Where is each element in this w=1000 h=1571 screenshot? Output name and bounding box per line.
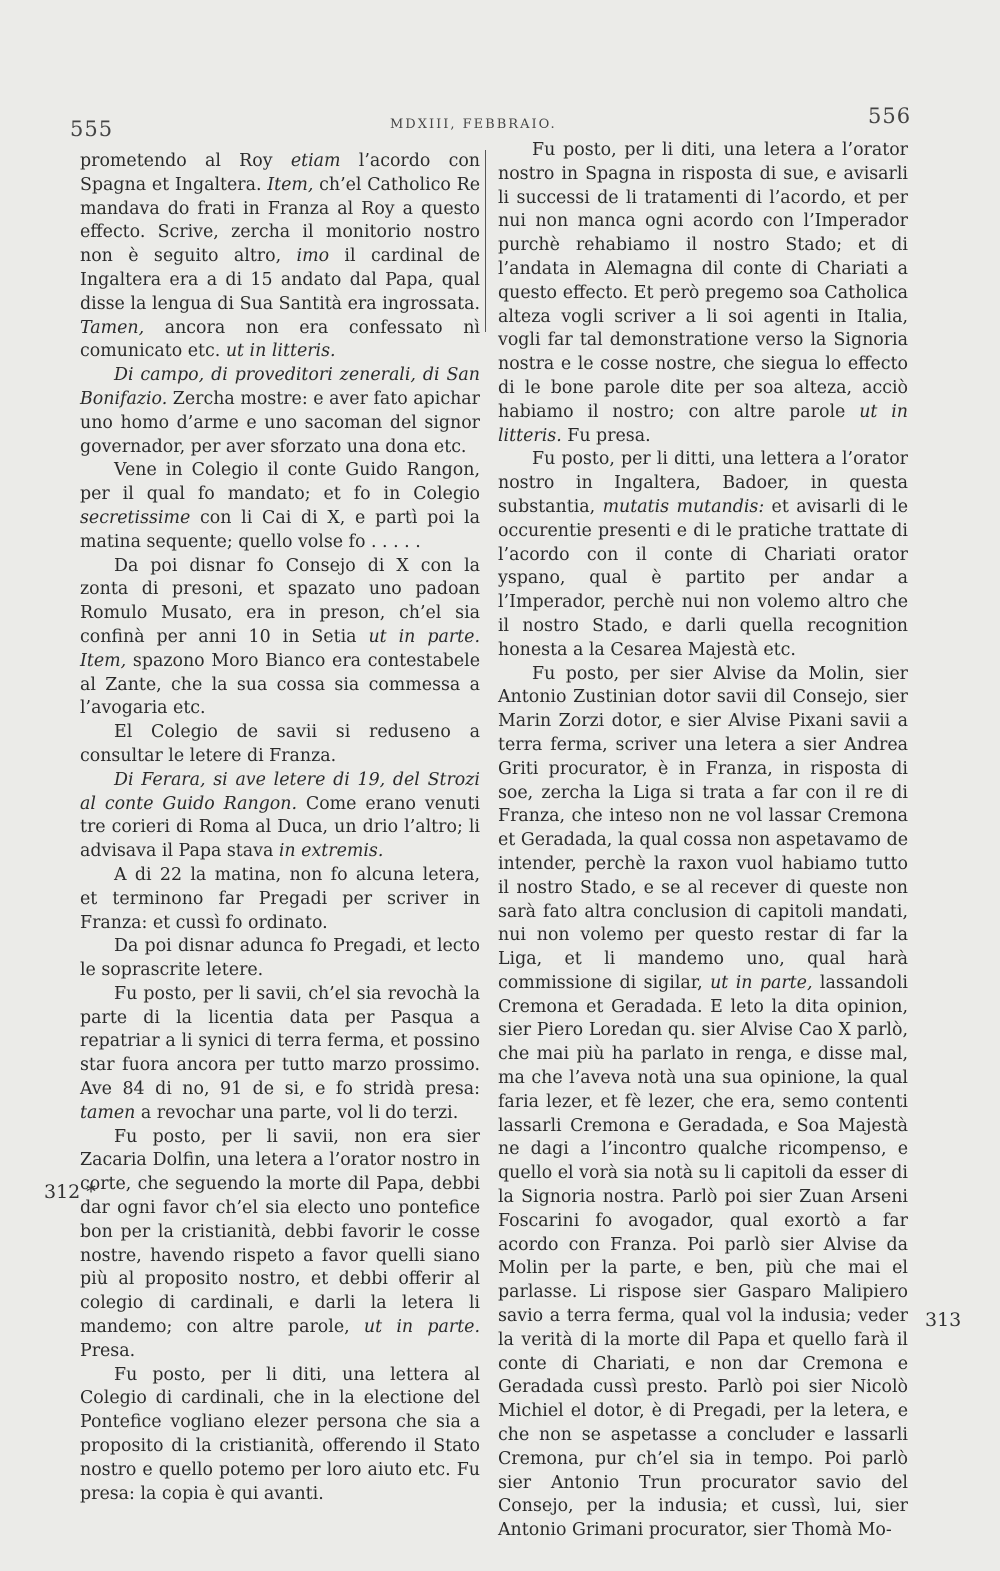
- text-run: lassandoli Cremona et Geradada. E leto la dita opinion, sier Piero Loredan qu. sier Alvise Cao X parlò, che mai più ha parlato in renga, e disse mal, ma che l’aveva notà una sua opinione, la qual faria lezer, et fè lezer, che era, semo contenti lassarli Cremona e Geradada, e Soa Majestà ne dagi a l’incontro qualche ricompenso, e quello el vorà sia notà su li capitoli da esser di la Signoria nostra. Parlò poi sier Zuan Arseni Foscarini fo avogador, qual exortò a far acordo con Franza. Poi parlò sier Alvise da Molin per la parte, e ben, più che mai el parlasse. Li rispose sier Gasparo Malipiero savio a terra ferma, qual vol la indusia; veder la verità di la morte dil Papa et quello farà il conte di Chariati, e non dar Cremona e Geradada cussì presto. Parlò poi sier Nicolò Michiel el dotor, è di Pregadi, per la letera, e che non se aspetasse a concluder e lassarli Cremona, pur ch’el sia in tempo. Poi parlò sier Antonio Trun procurator savio del Consejo, per la indusia; et cussì, lui, sier Antonio Grimani procurator, sier Thomà Mo-: [498, 972, 908, 1541]
- text-run: il cardinal de Ingaltera era a di 15 andato dal Papa, qual disse la lengua di Sua Santità era ingrossata.: [80, 246, 480, 314]
- text-run: Fu posto, per li diti, una letera a l’orator nostro in Spagna in risposta di sue, e avisarli li successi de li tratamenti di l’acordo, et per nui non manca ogni acordo con l’Imperador purchè rehabiamo il nostro Stado; et di l’andata in Alemagna dil conte di Chariati a questo effecto. Et però pregemo soa Catholica alteza vogli scriver a li soi agenti in Italia, vogli far tal demonstratione verso la Signoria nostra e le cosse nostre, che siegua lo effecto di le bone parole dite per soa alteza, acciò habiamo il nostro; con altre parole: [498, 140, 908, 422]
- text-run: con li Cai di X, e partì poi la matina sequente; quello volse fo . . . . .: [80, 507, 480, 552]
- text-run: Fu presa.: [561, 425, 651, 446]
- italic-text: Item,: [267, 174, 314, 195]
- text-run: A di 22 la matina, non fo alcuna letera, et terminono far Pregadi per scriver in Franza: et cussì fo ordinato.: [80, 864, 480, 933]
- paragraph: [80, 769, 480, 864]
- italic-text: imo: [296, 246, 330, 267]
- paragraph: [80, 364, 480, 459]
- paragraph: [498, 139, 908, 448]
- italic-text: mutatis mutandis:: [602, 496, 765, 517]
- paragraph: [80, 150, 480, 364]
- italic-text: ut in parte.: [368, 626, 480, 647]
- text-run: et avisarli di le occurentie presenti e di le pratiche trattate di l’acordo con il conte di Chariati orator yspano, qual è partito per andar a l’Imperador, perchè nui non volemo altro che il nostro Stado, e darli quella recognition honesta a la Cesarea Majestà etc.: [498, 496, 908, 660]
- paragraph: [80, 459, 480, 554]
- italic-text: etiam: [290, 151, 341, 171]
- text-run: Da poi disnar adunca fo Pregadi, et lecto le soprascrite letere.: [80, 936, 480, 981]
- paragraph: [80, 555, 480, 722]
- italic-text: ut in parte.: [363, 1317, 480, 1338]
- text-run: Zercha mostre: e aver fato apichar uno homo d’arme e uno sacoman del signor governador, per aver sforzato una dona etc.: [80, 388, 480, 457]
- paragraph: [80, 935, 480, 983]
- paragraph: [80, 1126, 480, 1364]
- paragraph: [80, 721, 480, 769]
- italic-text: Item,: [80, 650, 127, 671]
- italic-text: Tamen,: [80, 317, 145, 338]
- text-run: Fu posto, per sier Alvise da Molin, sier Antonio Zustinian dotor savii dil Consejo, sier Marin Zorzi dotor, e sier Alvise Pixani savii a terra ferma, scriver una letera a sier Andrea Griti procurator, è in Franza, in risposta di soe, zercha la Liga si trata a far con il re di Franza, che inteso non ne vol lassar Cremona et Geradada, la qual cossa non aspetavamo de intender, perchè la raxon vuol habiamo tutto il nostro Stado, e se al recever di queste non sarà fato altra conclusion di capitoli mandati, nui non volemo per questo restar di far la Liga, et li mandemo uno, qual harà commissione di sigilar,: [498, 663, 908, 993]
- text-run: Fu posto, per li diti, una lettera al Colegio di cardinali, che in la electione del Pontefice vogliano elezer persona che sia a proposito di la cristianità, offerendo il Stato nostro e quello potemo per loro aiuto etc. Fu presa: la copia è qui avanti.: [80, 1364, 480, 1504]
- text-run: ch’el Catholico Re mandava do frati in Franza al Roy a questo effecto. Scrive, zercha il monitorio nostro non è seguito altro,: [80, 174, 480, 267]
- italic-text: ut in litteris.: [225, 341, 336, 362]
- text-run: a revochar una parte, vol li do terzi.: [135, 1102, 459, 1123]
- italic-text: tamen: [80, 1102, 136, 1123]
- paragraph: [498, 663, 908, 1543]
- italic-text: ut in litteris.: [498, 401, 908, 446]
- italic-text: in extremis.: [278, 841, 384, 862]
- text-run: Da poi disnar fo Consejo di X con la zonta di presoni, et spazato uno padoan Romulo Musato, era in preson, ch’el sia confinà per anni 10 in Setia: [80, 555, 480, 647]
- paragraph: [80, 1364, 480, 1507]
- text-run: El Colegio de savii si reduseno a consultar le letere di Franza.: [80, 722, 480, 766]
- text-run: l’acordo con Spagna et Ingaltera.: [80, 151, 480, 195]
- text-run: Fu posto, per li savii, ch’el sia revochà la parte di la licentia data per Pasqua a repatriar a li synici di terra ferma, et possino star fuora ancora per tutto marzo prossimo. Ave 84 di no, 91 de si, e fo stridà presa:: [80, 983, 480, 1100]
- text-run: Vene in Colegio il conte Guido Rangon, per il qual fo mandato; et fo in Colegio: [80, 460, 480, 505]
- italic-text: ut in parte,: [710, 972, 813, 993]
- margin-number-left: 312 *: [44, 1181, 96, 1203]
- margin-number-right: 313: [925, 1309, 962, 1331]
- paragraph: [80, 983, 480, 1126]
- paragraph: [80, 864, 480, 935]
- italic-text: secretissime: [80, 507, 191, 528]
- page-number-left: 555: [70, 117, 114, 141]
- text-run: Presa.: [80, 1340, 136, 1361]
- italic-text: Di campo, di proveditori zenerali, di San Bonifazio.: [80, 365, 480, 409]
- text-run: Fu posto, per li savii, non era sier Zacaria Dolfin, una letera a l’orator nostro in corte, che seguendo la morte dil Papa, debbi dar ogni favor ch’el sia electo uno pontefice bon per la cristianità, debbi favorir le cosse nostre, havendo rispeto a favor quelli siano più al proposito nostro, et debbi offerir al colegio di cardinali, e darli la letera li mandemo; con altre parole,: [80, 1126, 480, 1338]
- running-title: MDXIII, FEBBRAIO.: [390, 117, 557, 132]
- text-run: prometendo al Roy: [80, 151, 291, 171]
- text-run: ancora non era confessato nì comunicato etc.: [80, 317, 480, 362]
- text-run: spazono Moro Bianco era contestabele al Zante, che la sua cossa sia commessa a l’avogaria etc.: [80, 650, 480, 719]
- left-column: [80, 150, 480, 1506]
- page-number-right: 556: [868, 104, 912, 128]
- column-rule: [485, 150, 486, 332]
- text-run: Come erano venuti tre corieri di Roma al Duca, un drio l’altro; li advisava il Papa stava: [80, 793, 480, 862]
- right-column: [498, 139, 908, 1543]
- paragraph: [498, 448, 908, 662]
- italic-text: Di Ferara, si ave letere di 19, del Strozi al conte Guido Rangon.: [80, 769, 480, 814]
- text-run: Fu posto, per li ditti, una lettera a l’orator nostro in Ingaltera, Badoer, in questa substantia,: [498, 449, 908, 517]
